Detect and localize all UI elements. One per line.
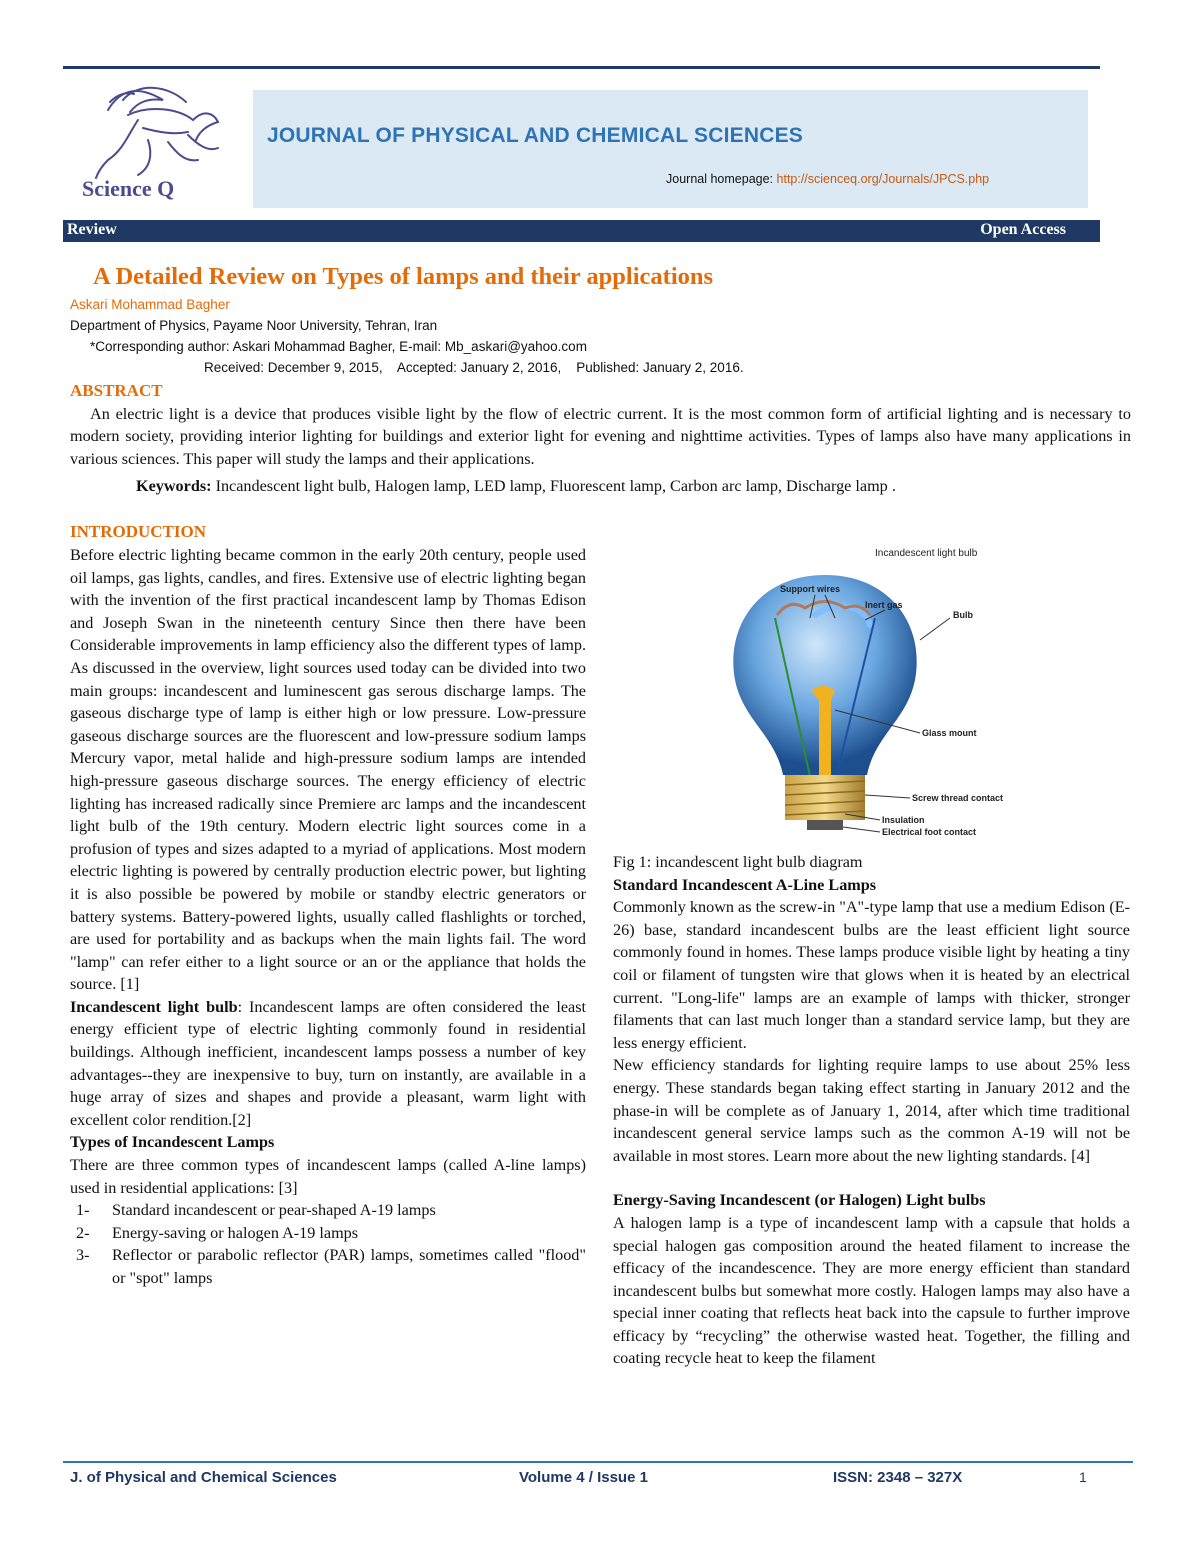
article-title: A Detailed Review on Types of lamps and their applications <box>93 263 714 290</box>
types-paragraph: There are three common types of incandescent lamps (called A-line lamps) used in residential applications: [3] <box>70 1156 586 1197</box>
page-number: 1 <box>1079 1469 1087 1485</box>
light-bulb-diagram <box>715 540 1015 840</box>
paragraph: A halogen lamp is a type of incandescent lamp with a capsule that holds a special halogen gas composition around the heated filament to increase the efficacy of the incandescence. They are more energy efficient than standard incandescent bulbs but somewhat more costly. Halogen lamps may also have a special inner coating that reflects heat back into the capsule to further improve efficacy by “recycling” the otherwise wasted heat. Together, the filling and coating recycle heat to keep the filament <box>613 1213 1130 1368</box>
glass-mount-stem <box>819 695 831 785</box>
logo-text: Science Q <box>82 176 175 201</box>
label-line <box>843 827 880 832</box>
header-rule <box>63 66 1100 69</box>
label-insulation: Insulation <box>882 815 925 825</box>
keywords-list: Incandescent light bulb, Halogen lamp, LED lamp, Fluorescent lamp, Carbon arc lamp, Discharge lamp . <box>211 477 896 495</box>
list-item <box>70 1199 586 1222</box>
footer-volume: Volume 4 / Issue 1 <box>519 1469 648 1486</box>
label-support-wires: Support wires <box>780 584 841 594</box>
list-text: Energy-saving or halogen A-19 lamps <box>112 1223 359 1242</box>
journal-banner <box>253 90 1088 208</box>
footer-rule <box>63 1461 1133 1463</box>
label-glass-mount: Glass mount <box>922 728 977 738</box>
types-heading: Types of Incandescent Lamps <box>70 1133 275 1152</box>
author-name: Askari Mohammad Bagher <box>70 297 230 312</box>
science-q-logo <box>68 80 238 205</box>
incandescent-term: Incandescent light bulb <box>70 997 238 1016</box>
lamp-types-list <box>70 1199 586 1289</box>
abstract-body <box>70 403 1131 470</box>
label-screw-thread: Screw thread contact <box>912 793 1004 803</box>
list-number: 2- <box>76 1223 90 1242</box>
paragraph: New efficiency standards for lighting require lamps to use about 25% less energy. These standards began taking effect starting in January 2012 and the phase-in will be complete as of January 1, 2014, after which time traditional incandescent general service lamps such as the common A-19 will not be available in most stores. Learn more about the new lighting standards. [4] <box>613 1056 1130 1165</box>
incandescent-paragraph <box>70 996 586 1132</box>
list-number: 3- <box>76 1246 90 1265</box>
list-item <box>70 1244 586 1289</box>
corresponding-author: *Corresponding author: Askari Mohammad Bagher, E-mail: Mb_askari@yahoo.com <box>90 339 587 354</box>
label-bulb: Bulb <box>953 610 973 620</box>
list-number: 1- <box>76 1201 90 1220</box>
figure-caption: Fig 1: incandescent light bulb diagram <box>613 853 863 871</box>
label-line <box>865 795 910 798</box>
article-type-bar <box>63 220 1100 242</box>
label-foot-contact: Electrical foot contact <box>882 827 977 837</box>
article-type: Review <box>67 221 117 238</box>
foot-contact <box>807 820 843 830</box>
left-column <box>70 544 586 1290</box>
incandescent-text: : Incandescent lamps are often considered the least energy efficient type of electric lighting commonly found in residential buildings. Although inefficient, incandescent lamps possess a number of key advantages--they are inexpensive to buy, turn on instantly, are available in a huge array of sizes and shapes and provide a pleasant, warm light with excellent color rendition.[2] <box>70 997 586 1129</box>
list-text: Reflector or parabolic reflector (PAR) lamps, sometimes called "flood" or "spot" lamps <box>112 1246 586 1287</box>
keywords-label: Keywords: <box>136 477 212 495</box>
label-line <box>920 618 950 640</box>
label-inert-gas: Inert gas <box>865 600 903 610</box>
right-column <box>613 851 1130 1370</box>
footer-issn: ISSN: 2348 – 327X <box>833 1469 963 1486</box>
introduction-heading: INTRODUCTION <box>70 522 207 541</box>
abstract-paragraph: An electric light is a device that produces visible light by the flow of electric current. It is the most common form of artificial lighting and is necessary to modern society, providing interior lighting for buildings and exterior light for evening and nighttime activities. Types of lamps also have many applications in various sciences. This paper will study the lamps and their applications. <box>70 405 1131 468</box>
paragraph: Commonly known as the screw-in "A"-type lamp that use a medium Edison (E-26) base, standard incandescent bulbs are the least efficient light source commonly found in homes. These lamps produce visible light by heating a tiny coil or filament of tungsten wire that glows when it is heated by an electrical current. "Long-life" lamps are an example of lamps with thicker, stronger filaments that can last much longer than a standard service lamp, but they are less energy efficient. <box>613 898 1130 1052</box>
footer-journal: J. of Physical and Chemical Sciences <box>70 1469 337 1486</box>
access-label: Open Access <box>980 221 1066 238</box>
affiliation: Department of Physics, Payame Noor University, Tehran, Iran <box>70 318 438 333</box>
list-text: Standard incandescent or pear-shaped A-19 lamps <box>112 1201 436 1220</box>
section-heading: Energy-Saving Incandescent (or Halogen) Light bulbs <box>613 1191 986 1210</box>
publication-dates: Received: December 9, 2015, Accepted: January 2, 2016, Published: January 2, 2016. <box>204 360 744 375</box>
figure-title: Incandescent light bulb <box>875 548 978 559</box>
homepage-label: Journal homepage: <box>666 172 774 186</box>
list-item <box>70 1222 586 1245</box>
keywords <box>136 477 896 496</box>
journal-title: JOURNAL OF PHYSICAL AND CHEMICAL SCIENCES <box>267 124 803 147</box>
homepage-link[interactable]: http://scienceq.org/Journals/JPCS.php <box>776 172 990 186</box>
section-heading: Standard Incandescent A-Line Lamps <box>613 875 877 894</box>
journal-homepage <box>666 172 989 186</box>
abstract-heading: ABSTRACT <box>70 381 163 400</box>
intro-paragraph: Before electric lighting became common in the early 20th century, people used oil lamps, gas lights, candles, and fires. Extensive use of electric lighting began with the invention of the first practical incandescent lamp by Thomas Edison and Joseph Swan in the nineteenth century Since then there have been Considerable improvements in lamp efficiency also the different types of lamp. As discussed in the overview, light sources used today can be divided into two main groups: incandescent and luminescent gas serous discharge lamps. The gaseous discharge type of lamp is either high or low pressure. Low-pressure gaseous discharge sources are the fluorescent and low-pressure sodium lamps Mercury vapor, metal halide and high-pressure sodium lamps are intended high-pressure gaseous discharge sources. The energy efficiency of electric lighting has increased radically since Premiere arc lamps and the incandescent light bulb of the 19th century. Modern electric light sources come in a profusion of types and sizes adapted to a myriad of applications. Most modern electric lighting is powered by centrally production electric power, but lighting it is also possible be powered by mobile or standby electric generators or battery systems. Battery-powered lights, usually called flashlights or torched, are used for portability and as backups when the main lights fail. The word "lamp" can refer either to a light source or an or the appliance that holds the source. [1] <box>70 546 586 994</box>
